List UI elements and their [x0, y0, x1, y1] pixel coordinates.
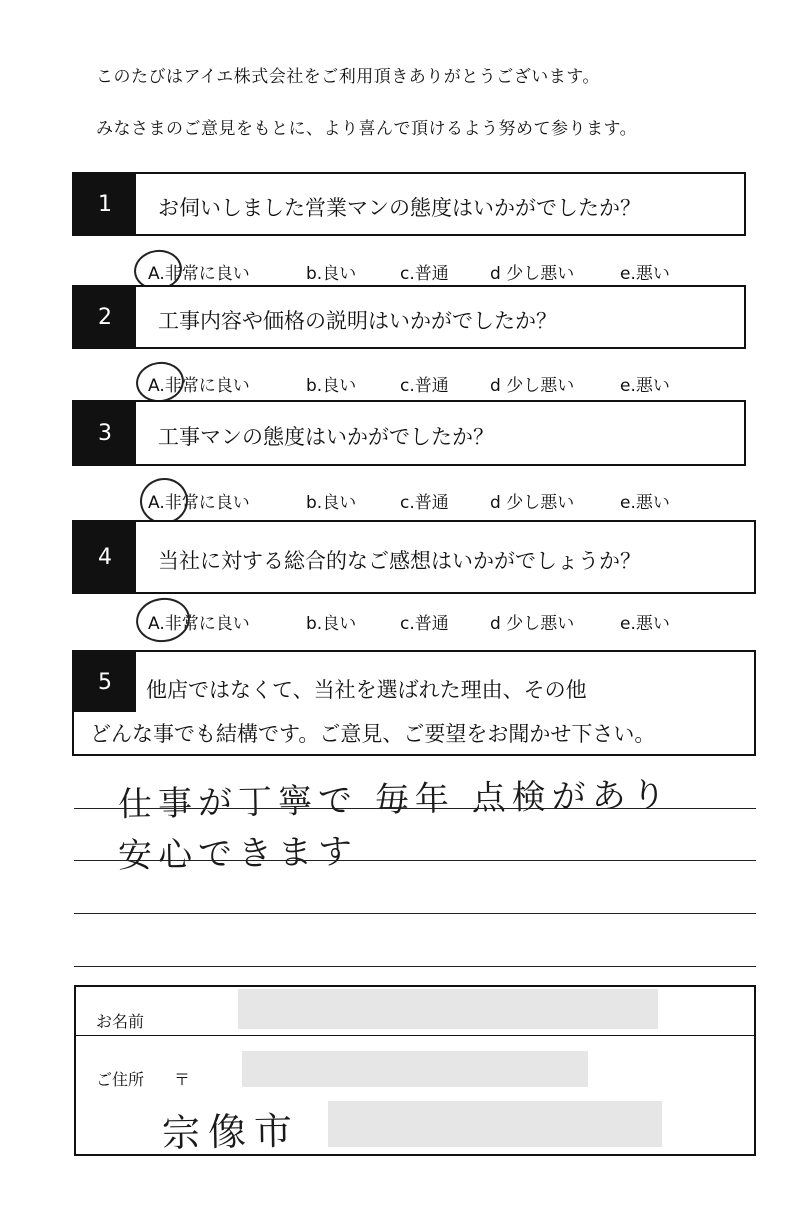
selection-circle-icon	[133, 594, 193, 645]
question-number: 1	[74, 174, 136, 234]
question-text: 工事マンの態度はいかがでしたか？	[158, 425, 494, 449]
handwritten-answer-line-1: 仕事が丁寧で 毎年 点検があり	[117, 775, 672, 825]
divider	[76, 1035, 754, 1036]
handwritten-answer-line-2: 安心できます	[117, 831, 359, 877]
postal-code-redaction	[242, 1051, 588, 1087]
intro-line-2: みなさまのご意見をもとに、より喜んで頂けるよう努めて参ります。	[96, 119, 638, 139]
option-c[interactable]: c.普通	[400, 493, 449, 513]
option-e[interactable]: e.悪い	[620, 264, 670, 284]
name-redaction	[238, 989, 658, 1029]
question-text: 当社に対する総合的なご感想はいかがでしょうか？	[158, 549, 641, 573]
question-number: 2	[74, 287, 136, 347]
question-3-box	[72, 400, 746, 466]
option-a[interactable]: A.非常に良い	[148, 264, 250, 284]
option-c[interactable]: c.普通	[400, 264, 449, 284]
question-4-box	[72, 520, 756, 594]
ruled-line	[74, 860, 756, 861]
option-a[interactable]: A.非常に良い	[148, 614, 250, 634]
option-e[interactable]: e.悪い	[620, 614, 670, 634]
question-2-box	[72, 285, 746, 349]
address-redaction	[328, 1101, 662, 1147]
option-d[interactable]: d 少し悪い	[490, 614, 575, 634]
handwritten-address: 宗像市	[161, 1108, 301, 1156]
address-label: ご住所	[96, 1070, 145, 1089]
postal-mark-icon: 〒	[174, 1070, 191, 1089]
option-c[interactable]: c.普通	[400, 376, 449, 396]
ruled-line	[74, 808, 756, 809]
question-5-box	[72, 650, 756, 756]
ruled-line	[74, 966, 756, 967]
option-a[interactable]: A.非常に良い	[148, 493, 250, 513]
question-1-box	[72, 172, 746, 236]
option-d[interactable]: d 少し悪い	[490, 376, 575, 396]
question-number: 3	[74, 402, 136, 464]
ruled-line	[74, 913, 756, 914]
option-a[interactable]: A.非常に良い	[148, 376, 250, 396]
option-b[interactable]: b.良い	[306, 493, 357, 513]
option-b[interactable]: b.良い	[306, 264, 357, 284]
intro-line-1: このたびはアイエ株式会社をご利用頂きありがとうございます。	[96, 67, 600, 87]
selection-circle-icon	[133, 359, 186, 405]
option-b[interactable]: b.良い	[306, 376, 357, 396]
option-c[interactable]: c.普通	[400, 614, 449, 634]
name-label: お名前	[96, 1012, 145, 1031]
question-text-line-2: どんな事でも結構です。ご意見、ご要望をお聞かせ下さい。	[90, 722, 656, 746]
question-text: 工事内容や価格の説明はいかがでしたか？	[158, 309, 557, 333]
option-e[interactable]: e.悪い	[620, 493, 670, 513]
question-text: お伺いしました営業マンの態度はいかがでしたか？	[158, 196, 641, 220]
option-e[interactable]: e.悪い	[620, 376, 670, 396]
question-number: 5	[74, 652, 136, 712]
question-number: 4	[74, 522, 136, 592]
option-b[interactable]: b.良い	[306, 614, 357, 634]
option-d[interactable]: d 少し悪い	[490, 493, 575, 513]
option-d[interactable]: d 少し悪い	[490, 264, 575, 284]
question-text-line-1: 他店ではなくて、当社を選ばれた理由、その他	[146, 678, 587, 702]
customer-info-box	[74, 985, 756, 1156]
